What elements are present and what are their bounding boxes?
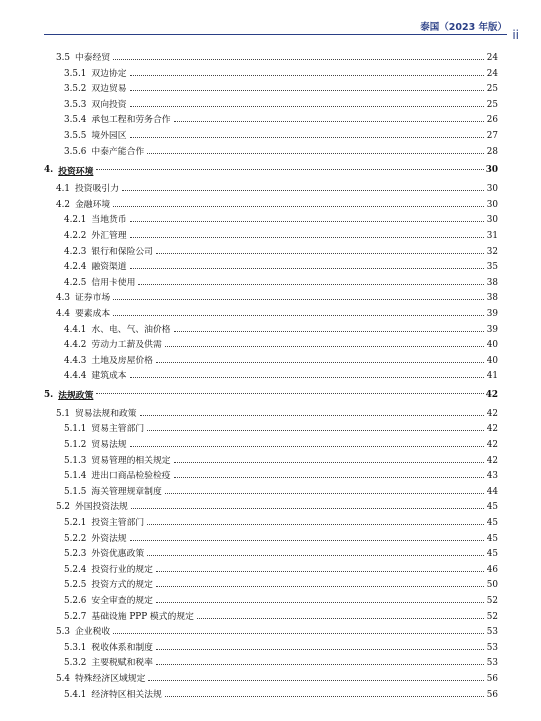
toc-dot-leader [113, 59, 484, 60]
toc-entry[interactable] [44, 259, 498, 275]
toc-entry[interactable] [44, 406, 498, 422]
toc-entry[interactable] [44, 81, 498, 97]
toc-entry-number: 5.2.4 [64, 564, 87, 575]
toc-entry-page: 50 [486, 580, 498, 591]
toc-dot-leader [147, 524, 484, 525]
toc-entry-number: 3.5.6 [64, 146, 87, 157]
toc-dot-leader [130, 268, 484, 269]
toc-dot-leader [165, 346, 484, 347]
toc-dot-leader [130, 75, 484, 76]
toc-entry-page: 27 [486, 130, 498, 141]
toc-entry-title: 投资环境 [58, 166, 94, 177]
toc-dot-leader [113, 206, 484, 207]
toc-entry-number: 3.5 [56, 53, 70, 63]
toc-entry-number: 5. [44, 389, 54, 400]
toc-dot-leader [197, 618, 484, 619]
toc-entry[interactable] [44, 593, 498, 609]
toc-entry[interactable] [44, 515, 498, 531]
toc-entry-number: 4.2.3 [64, 246, 87, 257]
toc-dot-leader [130, 377, 484, 378]
toc-entry-title: 贸易主管部门 [91, 424, 145, 435]
toc-dot-leader [130, 137, 484, 138]
toc-dot-leader [156, 586, 484, 587]
toc-entry-page: 26 [486, 115, 498, 126]
toc-entry-page: 25 [486, 99, 498, 110]
toc-entry-title: 劳动力工薪及供需 [91, 340, 162, 351]
toc-entry-number: 4.4.1 [64, 324, 87, 335]
toc-entry-page: 24 [486, 53, 498, 63]
toc-entry-page: 24 [486, 68, 498, 79]
toc-entry-number: 4.4 [56, 308, 70, 319]
toc-entry-number: 5.1.3 [64, 455, 87, 466]
toc-entry-title: 外资法规 [91, 533, 127, 544]
toc-entry[interactable] [44, 212, 498, 228]
toc-entry[interactable] [44, 384, 498, 406]
toc-entry[interactable] [44, 671, 498, 687]
toc-entry[interactable] [44, 66, 498, 82]
toc-entry[interactable] [44, 577, 498, 593]
toc-entry-number: 3.5.2 [64, 84, 87, 95]
toc-dot-leader [138, 284, 484, 285]
toc-entry-title: 投资吸引力 [75, 184, 119, 195]
toc-entry-title: 中泰产能合作 [91, 146, 145, 157]
toc-entry-number: 4.3 [56, 293, 70, 304]
toc-entry-title: 贸易管理的相关规定 [91, 455, 171, 466]
toc-entry-page: 52 [486, 611, 498, 622]
toc-dot-leader [140, 415, 484, 416]
toc-entry[interactable] [44, 640, 498, 656]
toc-dot-leader [174, 331, 484, 332]
toc-entry-title: 水、电、气、油价格 [91, 324, 171, 335]
toc-entry[interactable] [44, 50, 498, 66]
toc-entry-title: 中泰经贸 [75, 53, 111, 63]
toc-entry-title: 贸易法规 [91, 440, 127, 451]
toc-entry-number: 5.1.1 [64, 424, 87, 435]
toc-entry[interactable] [44, 437, 498, 453]
toc-dot-leader [122, 190, 484, 191]
toc-entry[interactable] [44, 624, 498, 640]
toc-entry-page: 53 [486, 658, 498, 669]
toc-dot-leader [130, 221, 484, 222]
toc-entry-title: 建筑成本 [91, 371, 127, 382]
toc-entry-number: 4.1 [56, 184, 70, 195]
toc-entry[interactable] [44, 275, 498, 291]
toc-entry-page: 45 [486, 518, 498, 529]
toc-entry[interactable] [44, 468, 498, 484]
toc-entry-title: 双向投资 [91, 99, 127, 110]
toc-entry-number: 5.1.4 [64, 471, 87, 482]
toc-entry-number: 4.2.2 [64, 230, 87, 241]
toc-entry-title: 税收体系和制度 [91, 642, 153, 653]
toc-entry-page: 42 [486, 455, 498, 466]
toc-entry-page: 45 [486, 549, 498, 560]
toc-dot-leader [156, 649, 484, 650]
toc-entry-page: 32 [486, 246, 498, 257]
toc-dot-leader [147, 555, 484, 556]
toc-entry-page: 38 [486, 293, 498, 304]
toc-entry-title: 双边贸易 [91, 84, 127, 95]
toc-entry-title: 外资优惠政策 [91, 549, 145, 560]
toc-entry-page: 42 [486, 440, 498, 451]
toc-entry-number: 4.2.5 [64, 277, 87, 288]
toc-entry-page: 53 [486, 627, 498, 638]
toc-entry-number: 5.2.5 [64, 580, 87, 591]
toc-dot-leader [156, 664, 484, 665]
toc-entry-page: 42 [485, 389, 498, 400]
toc-entry-page: 25 [486, 84, 498, 95]
toc-entry-number: 4.4.2 [64, 340, 87, 351]
toc-entry-number: 4. [44, 165, 54, 176]
toc-entry[interactable] [44, 197, 498, 213]
toc-entry-number: 4.4.4 [64, 371, 87, 382]
header-divider [44, 34, 507, 35]
toc-entry[interactable] [44, 609, 498, 625]
toc-entry[interactable] [44, 244, 498, 260]
toc-entry-number: 3.5.3 [64, 99, 87, 110]
toc-entry[interactable] [44, 562, 498, 578]
toc-entry-number: 5.1.2 [64, 440, 87, 451]
toc-dot-leader [113, 315, 484, 316]
toc-entry-title: 主要税赋和税率 [91, 658, 153, 669]
toc-entry-title: 融资渠道 [91, 262, 127, 273]
toc-entry-title: 基础设施 PPP 模式的规定 [91, 611, 194, 622]
toc-dot-leader [130, 540, 484, 541]
toc-entry-title: 信用卡使用 [91, 277, 136, 288]
toc-entry-title: 境外园区 [91, 130, 127, 141]
toc-entry-page: 45 [486, 502, 498, 513]
toc-dot-leader [147, 153, 484, 154]
toc-dot-leader [165, 696, 484, 697]
toc-entry[interactable] [44, 453, 498, 469]
toc-entry-page: 28 [486, 146, 498, 157]
document-header-title: 泰国（2023 年版） [420, 22, 507, 33]
page-number: ii [512, 28, 519, 42]
toc-entry-number: 5.2.6 [64, 596, 87, 606]
toc-entry[interactable] [44, 531, 498, 547]
toc-entry-title: 进出口商品检验检疫 [91, 471, 171, 482]
toc-entry-page: 46 [486, 564, 498, 575]
toc-entry[interactable] [44, 322, 498, 338]
toc-entry[interactable] [44, 484, 498, 500]
table-of-contents [44, 50, 498, 702]
toc-dot-leader [156, 253, 484, 254]
toc-entry-number: 5.3.2 [64, 658, 87, 669]
toc-dot-leader [113, 633, 484, 634]
toc-entry-number: 4.4.3 [64, 355, 87, 366]
toc-entry-title: 安全审查的规定 [91, 596, 153, 606]
toc-entry[interactable] [44, 181, 498, 197]
toc-dot-leader [130, 90, 484, 91]
toc-entry-title: 金融环境 [75, 199, 111, 210]
toc-entry-page: 31 [486, 230, 498, 241]
toc-entry-title: 法规政策 [58, 391, 94, 402]
toc-entry-title: 证券市场 [75, 293, 111, 304]
toc-entry-number: 3.5.1 [64, 68, 87, 79]
toc-entry[interactable] [44, 290, 498, 306]
toc-entry[interactable] [44, 97, 498, 113]
toc-entry-page: 30 [486, 215, 498, 226]
toc-dot-leader [130, 446, 484, 447]
toc-dot-leader [156, 571, 484, 572]
toc-entry-title: 承包工程和劳务合作 [91, 115, 171, 126]
toc-entry-page: 30 [485, 165, 498, 176]
toc-entry-title: 要素成本 [75, 308, 111, 319]
toc-entry-page: 30 [486, 184, 498, 195]
toc-dot-leader [165, 493, 484, 494]
toc-dot-leader [96, 393, 483, 394]
toc-entry-title: 海关管理规章制度 [91, 486, 162, 497]
toc-entry-title: 投资行业的规定 [91, 564, 153, 575]
toc-entry[interactable] [44, 228, 498, 244]
toc-entry-number: 5.2.7 [64, 611, 87, 622]
toc-entry-page: 56 [486, 689, 498, 700]
toc-entry-number: 5.2.3 [64, 549, 87, 560]
toc-entry[interactable] [44, 655, 498, 671]
toc-entry[interactable] [44, 687, 498, 703]
toc-entry-page: 40 [486, 355, 498, 366]
toc-entry-number: 4.2.1 [64, 215, 87, 226]
toc-dot-leader [156, 362, 484, 363]
toc-entry-title: 银行和保险公司 [91, 246, 153, 257]
toc-entry-page: 30 [486, 199, 498, 210]
toc-entry-page: 42 [486, 408, 498, 419]
toc-entry-page: 35 [486, 262, 498, 273]
toc-entry-title: 企业税收 [75, 627, 111, 638]
toc-dot-leader [131, 508, 484, 509]
toc-entry-page: 39 [486, 324, 498, 335]
toc-entry-title: 当地货币 [91, 215, 127, 226]
toc-dot-leader [130, 106, 484, 107]
toc-entry-title: 经济特区相关法规 [91, 689, 162, 700]
toc-entry-number: 5.3 [56, 627, 70, 638]
toc-entry-number: 5.2.1 [64, 518, 87, 529]
toc-entry-page: 42 [486, 424, 498, 435]
toc-dot-leader [147, 430, 484, 431]
toc-entry-number: 4.2.4 [64, 262, 87, 273]
toc-entry-title: 外国投资法规 [75, 502, 128, 513]
toc-entry-number: 5.4.1 [64, 689, 87, 700]
toc-entry-page: 39 [486, 308, 498, 319]
toc-entry-number: 4.2 [56, 199, 70, 210]
toc-dot-leader [148, 680, 484, 681]
toc-entry-page: 41 [486, 371, 498, 382]
toc-entry-title: 投资主管部门 [91, 518, 145, 529]
toc-entry-number: 5.1.5 [64, 486, 87, 497]
toc-entry-title: 外汇管理 [91, 230, 127, 241]
toc-entry[interactable] [44, 128, 498, 144]
toc-entry[interactable] [44, 499, 498, 515]
toc-entry-title: 双边协定 [91, 68, 127, 79]
toc-dot-leader [174, 462, 484, 463]
toc-entry[interactable] [44, 421, 498, 437]
toc-dot-leader [174, 477, 484, 478]
toc-entry-page: 53 [486, 642, 498, 653]
toc-dot-leader [113, 299, 484, 300]
toc-entry-title: 土地及房屋价格 [91, 355, 153, 366]
toc-dot-leader [156, 602, 484, 603]
toc-entry-page: 44 [486, 486, 498, 497]
toc-entry-title: 特殊经济区域规定 [75, 673, 146, 684]
toc-entry-number: 5.4 [56, 673, 70, 684]
toc-entry[interactable] [44, 546, 498, 562]
toc-entry-page: 56 [486, 673, 498, 684]
toc-entry-title: 投资方式的规定 [91, 580, 153, 591]
toc-entry-page: 38 [486, 277, 498, 288]
toc-dot-leader [96, 169, 483, 170]
toc-entry-title: 贸易法规和政策 [75, 408, 137, 419]
toc-entry-number: 3.5.5 [64, 130, 87, 141]
toc-entry[interactable] [44, 368, 498, 384]
toc-entry[interactable] [44, 306, 498, 322]
toc-entry-page: 40 [486, 340, 498, 351]
toc-entry[interactable] [44, 112, 498, 128]
toc-entry-page: 45 [486, 533, 498, 544]
toc-entry[interactable] [44, 144, 498, 160]
toc-entry-page: 43 [486, 471, 498, 482]
toc-dot-leader [130, 237, 484, 238]
toc-entry-number: 5.1 [56, 408, 70, 419]
toc-entry[interactable] [44, 337, 498, 353]
toc-entry-number: 5.3.1 [64, 642, 87, 653]
toc-entry-page: 52 [486, 596, 498, 606]
toc-dot-leader [174, 121, 484, 122]
toc-entry[interactable] [44, 353, 498, 369]
toc-entry-number: 5.2 [56, 502, 70, 513]
toc-entry-number: 3.5.4 [64, 115, 87, 126]
toc-entry-number: 5.2.2 [64, 533, 87, 544]
toc-entry[interactable] [44, 159, 498, 181]
